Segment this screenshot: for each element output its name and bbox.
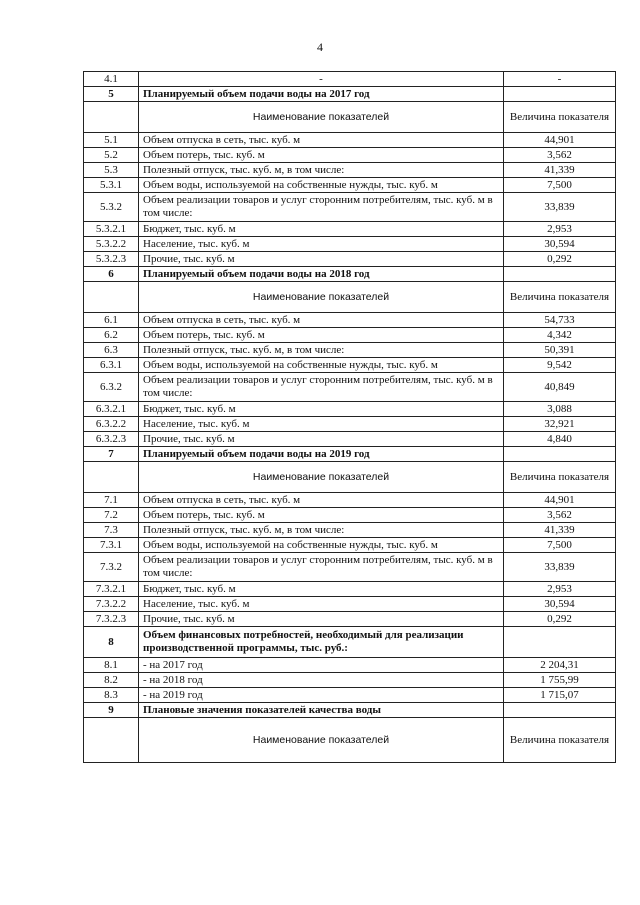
row-name: Объем потерь, тыс. куб. м [139, 148, 504, 163]
row-value: 2,953 [504, 222, 616, 237]
row-name: Полезный отпуск, тыс. куб. м, в том числе: [139, 523, 504, 538]
row-value: 0,292 [504, 612, 616, 627]
table-row [84, 402, 616, 417]
table-row [84, 658, 616, 673]
section-value-cell [504, 703, 616, 718]
header-name: Наименование показателей [139, 718, 504, 763]
row-value: 3,562 [504, 148, 616, 163]
row-name: Объем реализации товаров и услуг сторонним потребителям, тыс. куб. м в том числе: [139, 553, 504, 582]
section-value-cell [504, 267, 616, 282]
table-row [84, 493, 616, 508]
header-value: Величина показателя [504, 102, 616, 133]
section-number: 5 [84, 87, 139, 102]
table-row [84, 538, 616, 553]
row-number: 7.3.2.1 [84, 582, 139, 597]
row-name: - на 2019 год [139, 688, 504, 703]
section-row [84, 87, 616, 102]
row-value: 54,733 [504, 313, 616, 328]
row-number: 6.3 [84, 343, 139, 358]
section-row [84, 627, 616, 658]
row-value: 1 755,99 [504, 673, 616, 688]
table-row [84, 417, 616, 432]
row-name: - [139, 72, 504, 87]
section-number: 8 [84, 627, 139, 658]
row-value: 4,342 [504, 328, 616, 343]
section-title: Планируемый объем подачи воды на 2017 год [139, 87, 504, 102]
row-value: 3,562 [504, 508, 616, 523]
row-number: 6.1 [84, 313, 139, 328]
table-row [84, 432, 616, 447]
row-value: 41,339 [504, 523, 616, 538]
row-number: 7.3 [84, 523, 139, 538]
table-row [84, 373, 616, 402]
section-value-cell [504, 447, 616, 462]
row-value: 41,339 [504, 163, 616, 178]
table-row [84, 237, 616, 252]
row-number: 6.3.2.3 [84, 432, 139, 447]
row-name: Объем отпуска в сеть, тыс. куб. м [139, 133, 504, 148]
table-row [84, 582, 616, 597]
table-row [84, 178, 616, 193]
row-number: 7.3.2.3 [84, 612, 139, 627]
row-number: 5.3.1 [84, 178, 139, 193]
row-number: 5.2 [84, 148, 139, 163]
row-name: Объем воды, используемой на собственные нужды, тыс. куб. м [139, 538, 504, 553]
table-row [84, 163, 616, 178]
production-program-table [83, 71, 616, 763]
row-name: Бюджет, тыс. куб. м [139, 222, 504, 237]
row-name: - на 2017 год [139, 658, 504, 673]
section-value-cell [504, 627, 616, 658]
row-number: 6.3.2 [84, 373, 139, 402]
row-number: 5.3 [84, 163, 139, 178]
table-row [84, 193, 616, 222]
row-value: 7,500 [504, 538, 616, 553]
column-header-row [84, 282, 616, 313]
row-name: Бюджет, тыс. куб. м [139, 402, 504, 417]
row-name: Объем реализации товаров и услуг сторонним потребителям, тыс. куб. м в том числе: [139, 373, 504, 402]
row-name: Объем воды, используемой на собственные нужды, тыс. куб. м [139, 358, 504, 373]
section-value-cell [504, 87, 616, 102]
row-name: Объем отпуска в сеть, тыс. куб. м [139, 313, 504, 328]
row-number: 7.3.2.2 [84, 597, 139, 612]
column-header-row [84, 718, 616, 763]
column-header-row [84, 462, 616, 493]
table-row [84, 612, 616, 627]
row-value: 44,901 [504, 493, 616, 508]
row-value: 4,840 [504, 432, 616, 447]
row-number: 7.3.2 [84, 553, 139, 582]
row-number: 7.3.1 [84, 538, 139, 553]
row-name: Прочие, тыс. куб. м [139, 432, 504, 447]
row-value: 9,542 [504, 358, 616, 373]
table-row [84, 673, 616, 688]
table-row [84, 553, 616, 582]
row-number: 6.3.2.1 [84, 402, 139, 417]
row-name: Бюджет, тыс. куб. м [139, 582, 504, 597]
row-value: 32,921 [504, 417, 616, 432]
row-name: Объем потерь, тыс. куб. м [139, 508, 504, 523]
section-row [84, 447, 616, 462]
row-number: 8.3 [84, 688, 139, 703]
table-row [84, 343, 616, 358]
row-number: 7.2 [84, 508, 139, 523]
row-number: 8.1 [84, 658, 139, 673]
row-name: Прочие, тыс. куб. м [139, 612, 504, 627]
row-value: 50,391 [504, 343, 616, 358]
row-number: 6.2 [84, 328, 139, 343]
row-name: Объем отпуска в сеть, тыс. куб. м [139, 493, 504, 508]
section-title: Объем финансовых потребностей, необходимый для реализации производственной программы, тыс. руб.: [139, 627, 504, 658]
table-body [84, 72, 616, 763]
row-value: 2 204,31 [504, 658, 616, 673]
row-number: 7.1 [84, 493, 139, 508]
table-row [84, 508, 616, 523]
header-value: Величина показателя [504, 718, 616, 763]
row-value: 33,839 [504, 193, 616, 222]
row-name: Полезный отпуск, тыс. куб. м, в том числе: [139, 343, 504, 358]
row-number: 8.2 [84, 673, 139, 688]
row-name: Население, тыс. куб. м [139, 417, 504, 432]
header-name: Наименование показателей [139, 282, 504, 313]
section-row [84, 267, 616, 282]
table-row [84, 252, 616, 267]
row-number: 4.1 [84, 72, 139, 87]
table-row [84, 688, 616, 703]
row-value: 2,953 [504, 582, 616, 597]
section-title: Планируемый объем подачи воды на 2018 год [139, 267, 504, 282]
row-name: Полезный отпуск, тыс. куб. м, в том числе: [139, 163, 504, 178]
row-value: 0,292 [504, 252, 616, 267]
table-row [84, 597, 616, 612]
row-name: Объем воды, используемой на собственные нужды, тыс. куб. м [139, 178, 504, 193]
row-number: 6.3.1 [84, 358, 139, 373]
section-number: 9 [84, 703, 139, 718]
header-number-cell [84, 462, 139, 493]
header-number-cell [84, 102, 139, 133]
table-row [84, 523, 616, 538]
section-number: 6 [84, 267, 139, 282]
header-number-cell [84, 282, 139, 313]
page-number: 4 [317, 40, 323, 54]
row-name: - на 2018 год [139, 673, 504, 688]
row-value: 1 715,07 [504, 688, 616, 703]
row-value: 40,849 [504, 373, 616, 402]
row-value: 44,901 [504, 133, 616, 148]
row-number: 5.3.2.1 [84, 222, 139, 237]
table-row [84, 72, 616, 87]
row-number: 5.3.2.2 [84, 237, 139, 252]
row-value: 33,839 [504, 553, 616, 582]
row-number: 6.3.2.2 [84, 417, 139, 432]
column-header-row [84, 102, 616, 133]
header-name: Наименование показателей [139, 462, 504, 493]
section-number: 7 [84, 447, 139, 462]
header-number-cell [84, 718, 139, 763]
table-row [84, 148, 616, 163]
row-name: Объем потерь, тыс. куб. м [139, 328, 504, 343]
row-value: 30,594 [504, 597, 616, 612]
row-name: Объем реализации товаров и услуг сторонним потребителям, тыс. куб. м в том числе: [139, 193, 504, 222]
row-name: Население, тыс. куб. м [139, 597, 504, 612]
header-value: Величина показателя [504, 282, 616, 313]
table-row [84, 133, 616, 148]
row-number: 5.3.2 [84, 193, 139, 222]
table-row [84, 328, 616, 343]
header-name: Наименование показателей [139, 102, 504, 133]
row-number: 5.3.2.3 [84, 252, 139, 267]
row-value: 7,500 [504, 178, 616, 193]
row-value: 30,594 [504, 237, 616, 252]
section-title: Планируемый объем подачи воды на 2019 год [139, 447, 504, 462]
section-row [84, 703, 616, 718]
row-value: - [504, 72, 616, 87]
section-title: Плановые значения показателей качества воды [139, 703, 504, 718]
header-value: Величина показателя [504, 462, 616, 493]
table-row [84, 358, 616, 373]
row-value: 3,088 [504, 402, 616, 417]
table-row [84, 313, 616, 328]
row-name: Прочие, тыс. куб. м [139, 252, 504, 267]
row-name: Население, тыс. куб. м [139, 237, 504, 252]
row-number: 5.1 [84, 133, 139, 148]
table-row [84, 222, 616, 237]
